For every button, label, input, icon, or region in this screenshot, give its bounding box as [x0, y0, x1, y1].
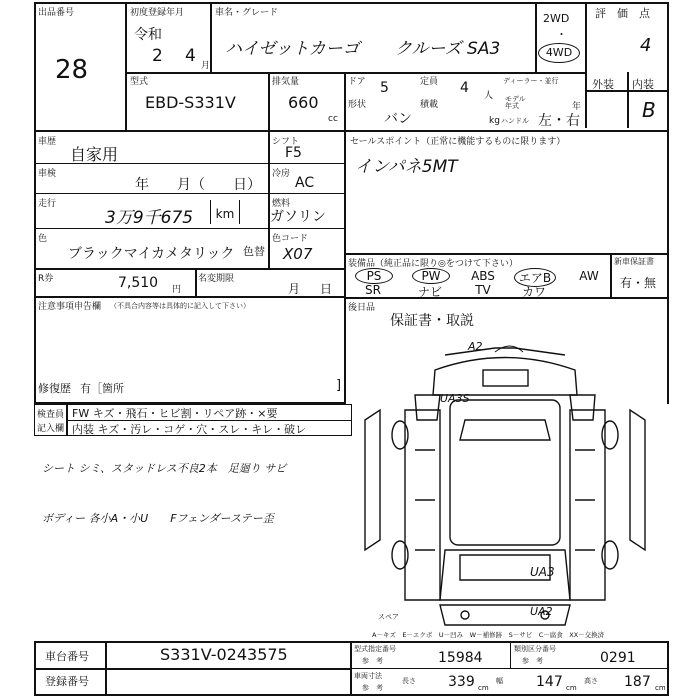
inspector-label-2: 記入欄 — [37, 424, 65, 434]
ref-3: 参 考 — [362, 684, 383, 692]
doors-label: ドア — [348, 77, 366, 87]
fuel-label: 燃料 — [272, 199, 291, 209]
inspector-row1: FW キズ・飛石・ヒビ割・リペア跡・×要 — [72, 407, 278, 420]
v-line — [105, 641, 107, 696]
lot-number: 28 — [55, 55, 89, 85]
equip-tv: TV — [475, 283, 491, 297]
equip-sr: SR — [365, 283, 381, 297]
cc-unit: cc — [328, 114, 338, 124]
mileage: 3万9千675 — [105, 208, 194, 228]
handle: 左・右 — [538, 113, 580, 129]
model-year-label: モデル年式 — [505, 95, 526, 110]
notes-label: 注意事項申告欄 — [38, 302, 102, 312]
v-line — [195, 268, 197, 296]
equip-aw: AW — [579, 269, 599, 283]
ac: AC — [295, 175, 315, 191]
capacity-label: 定員 — [420, 77, 439, 87]
reg-label: 登録番号 — [45, 675, 89, 688]
ref-2: 参 考 — [522, 657, 543, 665]
h-line — [34, 228, 344, 229]
shape-label: 形状 — [348, 100, 367, 110]
nc-month: 月 — [288, 282, 301, 296]
equipment-label: 装備品（純正品に限り◎をつけて下さい） — [348, 259, 518, 269]
yen-unit: 円 — [172, 285, 182, 295]
nc-day: 日 — [320, 282, 333, 296]
v-line — [125, 2, 127, 130]
handle-label: ハンドル — [501, 117, 529, 125]
name-change-label: 名変期限 — [198, 274, 235, 284]
color-code: X07 — [283, 245, 313, 263]
chassis: S331V-0243575 — [160, 645, 288, 664]
height: 187 — [624, 674, 651, 690]
ref-1: 参 考 — [362, 657, 383, 665]
car-name: ハイゼットカーゴ — [225, 39, 360, 59]
attachments-label: 後日品 — [348, 303, 376, 313]
reg-year: 2 — [152, 46, 163, 66]
v-line — [34, 641, 36, 696]
width: 147 — [536, 674, 563, 690]
lot-label: 出品番号 — [38, 8, 75, 18]
recycle-label: R券 — [38, 274, 54, 284]
h-line — [34, 694, 669, 696]
doors: 5 — [380, 80, 389, 96]
h-line — [344, 253, 669, 255]
model-label: 型式 — [130, 77, 149, 87]
displacement-label: 排気量 — [272, 77, 300, 87]
drive-2wd: 2WD — [543, 12, 570, 25]
year-unit: 年 — [572, 102, 582, 112]
mark-ua3s: UA3S — [440, 392, 470, 405]
color-change-label: 色替 — [243, 245, 265, 258]
inspection: 年 月（ 日） — [135, 177, 261, 193]
inspector-label-1: 検査員 — [37, 410, 65, 420]
width-label: 幅 — [496, 677, 503, 685]
score-label: 評 価 点 — [595, 7, 650, 20]
exterior-label: 外装 — [592, 78, 614, 91]
displacement: 660 — [288, 93, 319, 112]
drive-4wd: 4WD — [538, 43, 580, 63]
category: 0291 — [600, 650, 636, 666]
h-line — [350, 668, 669, 669]
frame-left — [34, 2, 36, 404]
v-line — [268, 72, 270, 132]
load-label: 積載 — [420, 100, 439, 110]
repair-text: 有［箇所 — [80, 382, 124, 395]
equip-pw: PW — [412, 268, 450, 284]
month-unit: 月 — [201, 61, 211, 71]
cm-1: cm — [478, 684, 489, 692]
h-line — [34, 130, 344, 132]
equip-ps: PS — [355, 268, 393, 284]
attachments: 保証書・取説 — [390, 313, 474, 329]
ac-label: 冷房 — [272, 169, 291, 179]
selling-points: インパネ5MT — [355, 157, 458, 177]
frame-right — [667, 2, 669, 404]
spare-label: スペア — [378, 613, 399, 621]
v-line — [627, 72, 629, 128]
capacity: 4 — [460, 80, 469, 96]
shift: F5 — [285, 145, 302, 161]
mark-ua3: UA3 — [530, 565, 555, 579]
cm-3: cm — [655, 684, 666, 692]
name-grade-label: 車名・グレード — [215, 8, 279, 18]
v-line — [610, 253, 612, 297]
warranty-value: 有・無 — [620, 276, 657, 290]
history-label: 車歴 — [38, 137, 57, 147]
km-unit: km — [210, 200, 240, 224]
color: ブラックマイカメタリック — [68, 246, 235, 262]
dealer-label: ディーラー・並行 — [503, 77, 559, 85]
length-label: 長さ — [402, 677, 416, 685]
h-line — [344, 130, 669, 132]
recycle: 7,510 — [118, 275, 159, 291]
v-line — [510, 641, 511, 668]
mileage-label: 走行 — [38, 199, 57, 209]
h-line — [34, 641, 669, 643]
height-label: 高さ — [584, 677, 598, 685]
length: 339 — [448, 674, 475, 690]
designation-label: 型式指定番号 — [354, 645, 396, 653]
fuel: ガソリン — [270, 209, 326, 225]
inspection-label: 車検 — [38, 169, 57, 179]
v-line — [268, 130, 270, 268]
memo-1: シート シミ、スタッドレス不良2本 足廻り サビ — [42, 462, 287, 475]
shape: バン — [384, 111, 412, 127]
v-line — [210, 2, 212, 72]
h-line — [34, 268, 344, 270]
selling-points-label: セールスポイント（正常に機能するものに限ります） — [350, 137, 566, 147]
color-code-label: 色コード — [272, 234, 309, 244]
category-label: 類別区分番号 — [514, 645, 556, 653]
equip-leather: カワ — [521, 285, 546, 299]
grade: クルーズ SA3 — [395, 39, 501, 59]
equip-navi: ナビ — [417, 285, 442, 299]
score: 4 — [640, 35, 652, 56]
designation: 15984 — [438, 650, 483, 666]
first-reg-label: 初度登録年月 — [130, 8, 185, 18]
kg-unit: kg — [489, 116, 500, 126]
cm-2: cm — [566, 684, 577, 692]
reg-month: 4 — [185, 46, 196, 66]
dims-label: 車両寸法 — [354, 672, 382, 680]
color-label: 色 — [38, 234, 48, 244]
drive-sep: ・ — [556, 28, 567, 41]
interior-score: B — [642, 98, 656, 122]
person-unit: 人 — [484, 91, 494, 101]
h-line — [344, 297, 669, 299]
model: EBD-S331V — [145, 93, 236, 112]
v-line — [585, 2, 587, 128]
repair-label: 修復歴 — [38, 382, 71, 395]
notes-sub: （不具合内容等は具体的に記入して下さい） — [110, 302, 250, 310]
equip-airbag: エアB — [514, 268, 556, 287]
inspector-row2: 内装 キズ・汚レ・コゲ・穴・スレ・キレ・破レ — [72, 423, 307, 436]
h-line — [34, 668, 350, 670]
interior-label: 内装 — [632, 78, 654, 91]
mark-ua2: UA2 — [530, 605, 553, 618]
warranty-label: 新車保証書 — [614, 257, 654, 266]
chassis-label: 車台番号 — [45, 650, 89, 663]
shift-label: シフト — [272, 137, 300, 147]
damage-legend: A－キズ E－エクボ U－凹み W－補修跡 S－サビ C－腐食 XX－交換済 — [372, 631, 605, 639]
history: 自家用 — [70, 145, 119, 164]
memo-2: ボディー 各小A・小U Fフェンダーステー歪 — [42, 512, 274, 525]
v-line — [535, 2, 537, 72]
vehicle-diagram — [345, 300, 667, 640]
frame-top — [34, 2, 669, 4]
mark-a2-top: A2 — [468, 340, 483, 353]
equip-abs: ABS — [471, 269, 495, 283]
repair-bracket: ] — [336, 378, 342, 393]
era: 令和 — [134, 27, 162, 43]
